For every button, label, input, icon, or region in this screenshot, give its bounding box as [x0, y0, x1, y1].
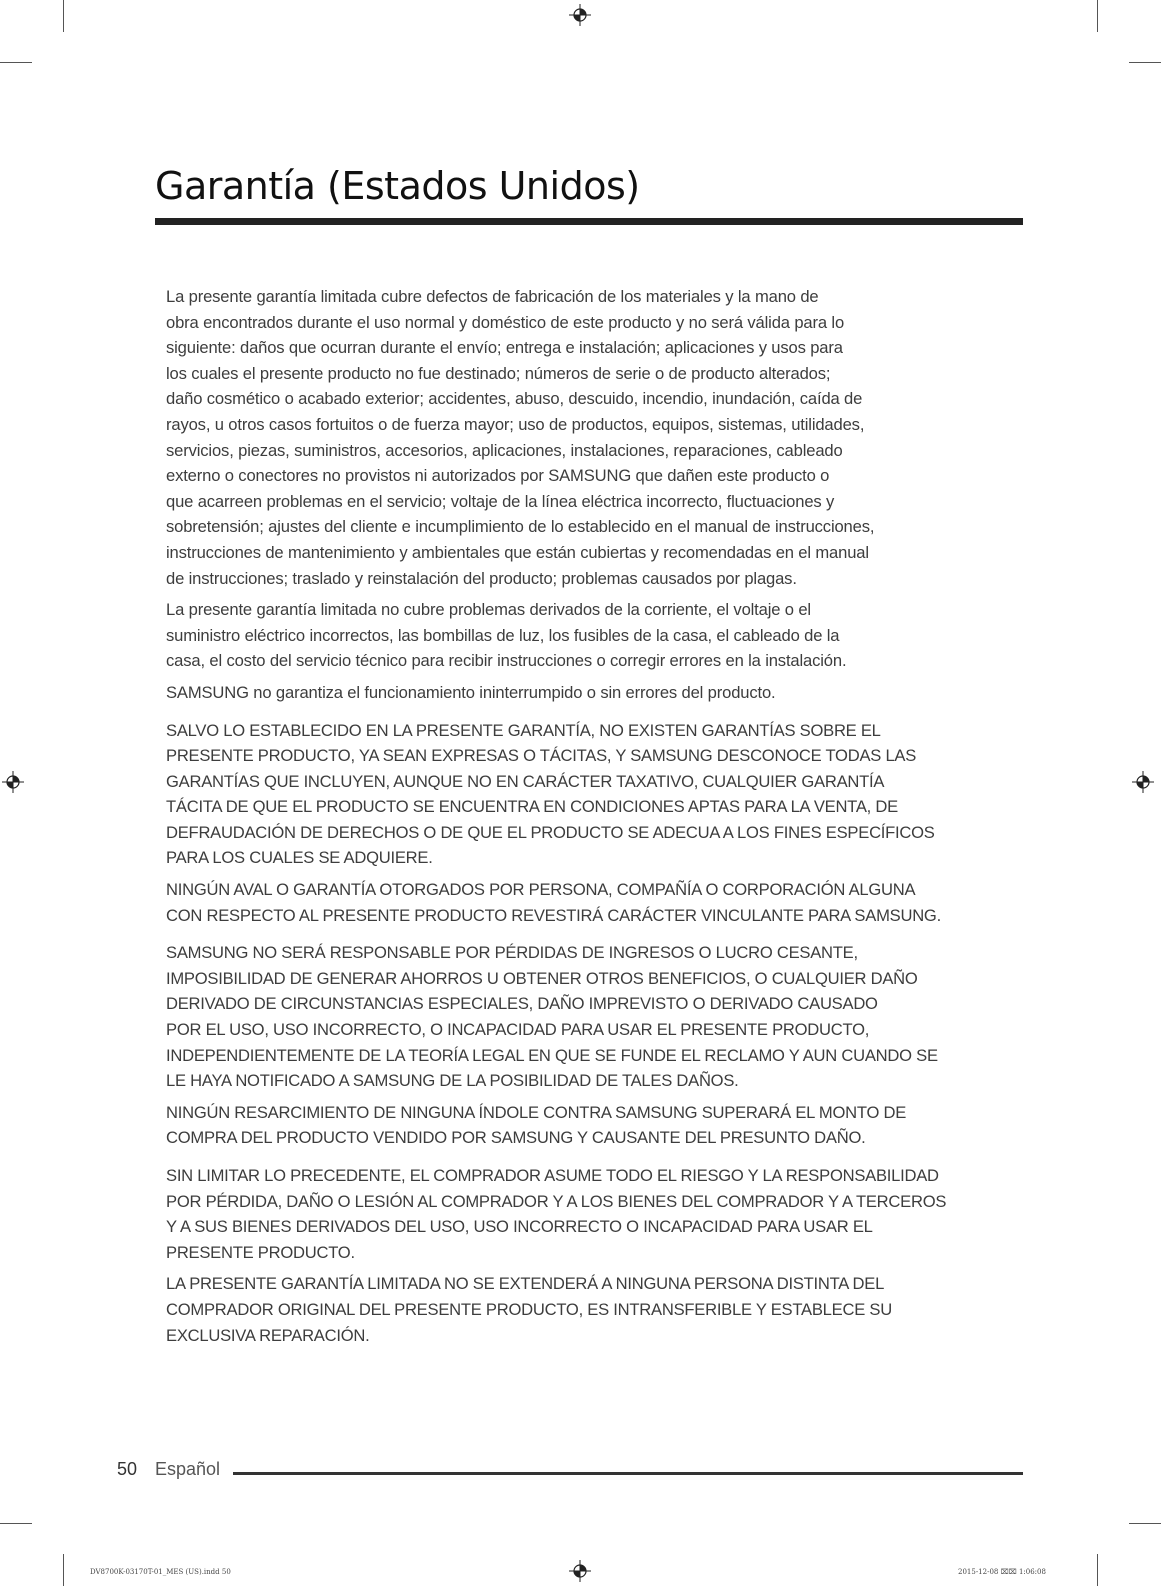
- registration-mark-right-icon: [1132, 771, 1154, 793]
- print-slug-file: DV8700K-03170T-01_MES (US).indd 50: [90, 1568, 231, 1576]
- crop-mark-bottom-left-vertical: [63, 1554, 64, 1586]
- title-underline: [155, 218, 1023, 225]
- crop-mark-top-right-horizontal: [1129, 62, 1161, 63]
- paragraph-disclaimer: SALVO LO ESTABLECIDO EN LA PRESENTE GARANTÍA, NO EXISTEN GARANTÍAS SOBRE EL PRESENTE PRODUCTO, YA SEAN EXPRESAS O TÁCITAS, Y SAMSUNG DESCONOCE TODAS LAS GARANTÍAS QUE INCLUYEN, AUNQUE NO EN CARÁCTER TAXATIVO, CUALQUIER GARANTÍA TÁCITA DE QUE EL PRODUCTO SE ENCUENTRA EN CONDICIONES APTAS PARA LA VENTA, DE DEFRAUDACIÓN DE DERECHOS O DE QUE EL PRODUCTO SE ADECUA A LOS FINES ESPECÍFICOS PARA LOS CUALES SE ADQUIERE.: [166, 720, 935, 868]
- paragraph-risk: SIN LIMITAR LO PRECEDENTE, EL COMPRADOR ASUME TODO EL RIESGO Y LA RESPONSABILIDAD POR PÉRDIDA, DAÑO O LESIÓN AL COMPRADOR Y A LOS BIENES DEL COMPRADOR Y A TERCEROS Y A SUS BIENES DERIVADOS DEL USO, USO INCORRECTO O INCAPACIDAD PARA USAR EL PRESENTE PRODUCTO.: [166, 1166, 947, 1262]
- registration-mark-top-icon: [569, 4, 591, 26]
- crop-mark-bottom-right-vertical: [1097, 1554, 1098, 1586]
- footer-language: Español: [155, 1459, 221, 1479]
- print-slug-timestamp: 2015-12-08 ⌧⌧ 1:06:08: [958, 1568, 1046, 1576]
- paragraph-no-guarantee: SAMSUNG no garantiza el funcionamiento ininterrumpido o sin errores del producto.: [166, 682, 776, 702]
- paragraph-no-endorsement: NINGÚN AVAL O GARANTÍA OTORGADOS POR PERSONA, COMPAÑÍA O CORPORACIÓN ALGUNA CON RESPECTO AL PRESENTE PRODUCTO REVESTIRÁ CARÁCTER VINCULANTE PARA SAMSUNG.: [166, 880, 941, 925]
- page-number: 50: [117, 1459, 138, 1479]
- paragraph-coverage: La presente garantía limitada cubre defectos de fabricación de los materiales y la mano de obra encontrados durante el uso normal y doméstico de este producto y no será válida para lo siguiente: daños que ocurran durante el envío; entrega e instalación; aplicaciones y usos para los cuales el presente producto no fue destinado; números de serie o de producto alterados; daño cosmético o acabado exterior; accidentes, abuso, descuido, incendio, inundación, caída de rayos, u otros casos fortuitos o de fuerza mayor; uso de productos, equipos, sistemas, utilidades, servicios, piezas, suministros, accesorios, aplicaciones, instalaciones, reparaciones, cableado externo o conectores no provistos ni autorizados por SAMSUNG que dañen este producto o que acarreen problemas en el servicio; voltaje de la línea eléctrica incorrecto, fluctuaciones y sobretensión; ajustes del cliente e incumplimiento de lo establecido en el manual de instrucciones, instrucciones de mantenimiento y ambientales que están cubiertas y recomendadas en el manual de instrucciones; traslado y reinstalación del producto; problemas causados por plagas.: [166, 287, 875, 588]
- crop-mark-bottom-left-horizontal: [0, 1523, 32, 1524]
- footer-rule: [233, 1472, 1023, 1475]
- paragraph-compensation-limit: NINGÚN RESARCIMIENTO DE NINGUNA ÍNDOLE CONTRA SAMSUNG SUPERARÁ EL MONTO DE COMPRA DEL PRODUCTO VENDIDO POR SAMSUNG Y CAUSANTE DEL PRESUNTO DAÑO.: [166, 1102, 907, 1148]
- warranty-body: [166, 284, 1028, 1348]
- paragraph-liability: SAMSUNG NO SERÁ RESPONSABLE POR PÉRDIDAS DE INGRESOS O LUCRO CESANTE, IMPOSIBILIDAD DE GENERAR AHORROS U OBTENER OTROS BENEFICIOS, O CUALQUIER DAÑO DERIVADO DE CIRCUNSTANCIAS ESPECIALES, DAÑO IMPREVISTO O DERIVADO CAUSADO POR EL USO, USO INCORRECTO, O INCAPACIDAD PARA USAR EL PRESENTE PRODUCTO, INDEPENDIENTEMENTE DE LA TEORÍA LEGAL EN QUE SE FUNDE EL RECLAMO Y AUN CUANDO SE LE HAYA NOTIFICADO A SAMSUNG DE LA POSIBILIDAD DE TALES DAÑOS.: [166, 943, 938, 1091]
- page-title: Garantía (Estados Unidos): [155, 164, 640, 208]
- crop-mark-top-left-horizontal: [0, 62, 32, 63]
- registration-mark-bottom-icon: [569, 1560, 591, 1582]
- crop-mark-top-right-vertical: [1097, 0, 1098, 32]
- crop-mark-top-left-vertical: [63, 0, 64, 32]
- paragraph-non-transferable: LA PRESENTE GARANTÍA LIMITADA NO SE EXTENDERÁ A NINGUNA PERSONA DISTINTA DEL COMPRADOR ORIGINAL DEL PRESENTE PRODUCTO, ES INTRANSFERIBLE Y ESTABLECE SU EXCLUSIVA REPARACIÓN.: [166, 1274, 892, 1345]
- paragraph-exclusions: La presente garantía limitada no cubre problemas derivados de la corriente, el voltaje o el suministro eléctrico incorrectos, las bombillas de luz, los fusibles de la casa, el cableado de la casa, el costo del servicio técnico para recibir instrucciones o corregir errores en la instalación.: [166, 600, 847, 671]
- crop-mark-bottom-right-horizontal: [1129, 1523, 1161, 1524]
- registration-mark-left-icon: [2, 771, 24, 793]
